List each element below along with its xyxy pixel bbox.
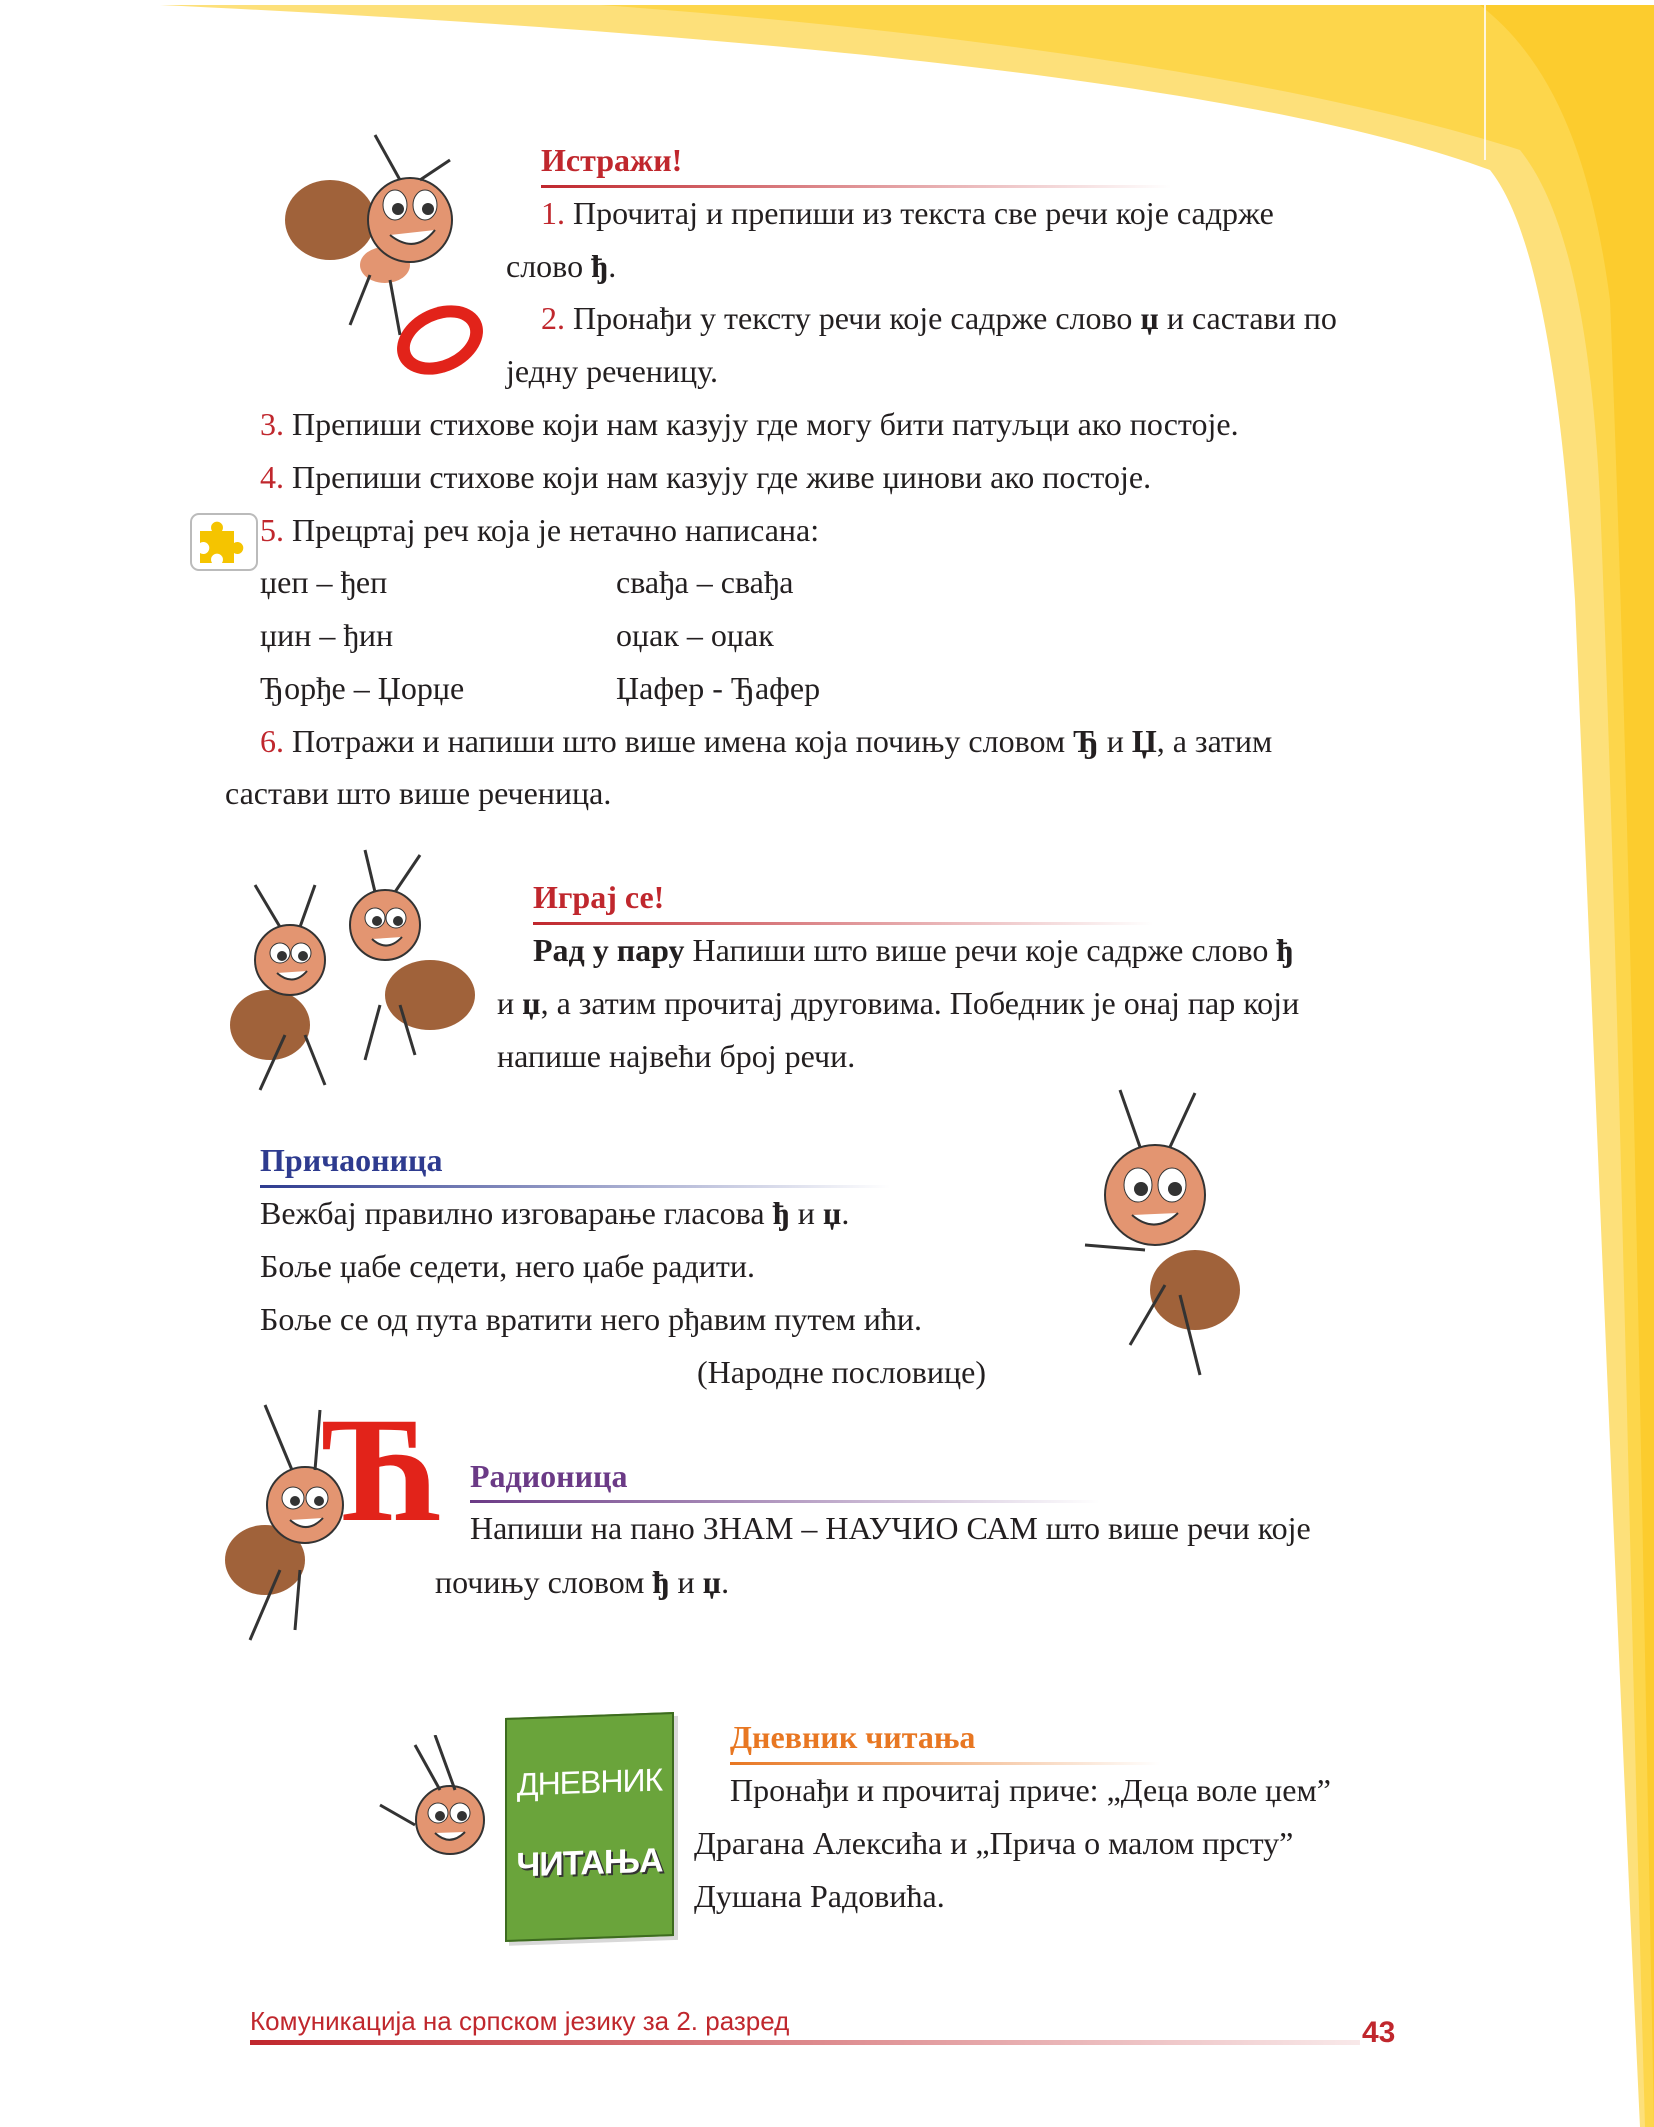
igraj-line-1 xyxy=(533,930,1294,970)
item-number: 3. xyxy=(260,406,284,442)
dnevnik-heading: Дневник читања xyxy=(730,1719,976,1755)
text: . xyxy=(841,1195,850,1231)
letter: џ xyxy=(522,985,541,1021)
item-text: Препиши стихове који нам казују где могу бити патуљци ако постоје. xyxy=(284,406,1239,442)
istrazi-item-1-line2 xyxy=(506,246,616,286)
book-title-bottom: ЧИТАЊА xyxy=(516,1841,663,1885)
word-pair-right: Џафер - Ђафер xyxy=(616,670,821,706)
word-pair-left: Ђорђе – Џорџе xyxy=(260,670,465,706)
puzzle-icon xyxy=(190,513,258,571)
text: , а затим прочитај друговима. Победник је онај пар који xyxy=(540,985,1300,1021)
igraj-line-2 xyxy=(497,983,1299,1023)
text: и xyxy=(789,1195,823,1231)
radionica-line-2 xyxy=(435,1562,729,1602)
letter: ђ xyxy=(591,248,609,284)
letter: ђ xyxy=(1276,932,1294,968)
page-number: 43 xyxy=(1362,2016,1396,2049)
letter: Џ xyxy=(1131,723,1157,759)
word-pair-left: џеп – ђеп xyxy=(260,564,388,600)
text: и xyxy=(669,1564,703,1600)
ant-with-magnifier-illustration xyxy=(270,125,510,385)
igraj-underline xyxy=(533,922,1153,925)
item-text: , а затим xyxy=(1156,723,1273,759)
dnevnik-line-3: Душана Радовића. xyxy=(694,1878,945,1914)
radionica-heading: Радионица xyxy=(470,1458,628,1494)
letter: ђ xyxy=(652,1564,670,1600)
item-number: 2. xyxy=(541,300,565,336)
letter: џ xyxy=(1140,300,1159,336)
item-text: Пронађи у тексту речи које садрже слово xyxy=(565,300,1141,336)
item-number: 6. xyxy=(260,723,284,759)
pricaonica-heading: Причаоница xyxy=(260,1142,443,1178)
waving-ant-illustration xyxy=(1070,1085,1255,1385)
proverb-1: Боље џабе седети, него џабе радити. xyxy=(260,1248,755,1284)
item-text: Прочитај и препиши из текста све речи које садрже xyxy=(565,195,1274,231)
footer-title: Комуникација на српском језику за 2. разред xyxy=(250,2006,790,2036)
igraj-line-3: напише највећи број речи. xyxy=(497,1038,856,1074)
dnevnik-line-1: Пронађи и прочитај приче: „Деца воле џем” xyxy=(730,1772,1331,1808)
istrazi-underline xyxy=(541,185,1171,188)
proverb-2: Боље се од пута вратити него рђавим путем ићи. xyxy=(260,1301,923,1337)
footer-line xyxy=(250,2040,1360,2045)
item-number: 5. xyxy=(260,512,284,548)
bold-lead: Рад у пару xyxy=(533,932,685,968)
letter: ђ xyxy=(772,1195,790,1231)
item-text: и састави по xyxy=(1158,300,1337,336)
istrazi-item-6-line2: састави што више реченица. xyxy=(225,775,612,811)
istrazi-item-4 xyxy=(260,457,1151,497)
item-text: Препиши стихове који нам казују где живе џинови ако постоје. xyxy=(284,459,1152,495)
istrazi-item-2 xyxy=(541,298,1337,338)
istrazi-item-3 xyxy=(260,404,1239,444)
book-title-top: ДНЕВНИК xyxy=(516,1761,663,1803)
text: и xyxy=(497,985,523,1021)
reading-diary-book xyxy=(505,1712,674,1942)
big-letter: Ћ xyxy=(325,1387,445,1553)
istrazi-heading: Истражи! xyxy=(541,142,683,178)
item-text: Потражи и напиши што више имена која почињу словом xyxy=(284,723,1074,759)
word-pair-left: џин – ђин xyxy=(260,617,394,653)
istrazi-item-5 xyxy=(260,510,819,550)
ant-reading-illustration xyxy=(375,1735,495,1905)
item-number: 4. xyxy=(260,459,284,495)
proverb-source: (Народне пословице) xyxy=(697,1354,986,1390)
text: почињу словом xyxy=(435,1564,653,1600)
radionica-underline xyxy=(470,1500,1100,1503)
letter: џ xyxy=(702,1564,722,1600)
dnevnik-line-2: Драгана Алексића и „Прича о малом прсту” xyxy=(694,1825,1294,1861)
istrazi-item-1 xyxy=(541,193,1274,233)
text: Напиши што више речи које садрже слово xyxy=(684,932,1277,968)
item-text: Прецртај реч која је нетачно написана: xyxy=(284,512,820,548)
text: . xyxy=(721,1564,730,1600)
word-pair-right: свађа – свађа xyxy=(616,564,794,600)
text: Вежбај правилно изговарање гласова xyxy=(260,1195,773,1231)
pricaonica-underline xyxy=(260,1185,890,1188)
item-text: и xyxy=(1098,723,1132,759)
letter: Ђ xyxy=(1073,723,1099,759)
istrazi-item-6 xyxy=(260,721,1272,761)
item-text: . xyxy=(608,248,617,284)
item-text: слово xyxy=(506,248,592,284)
radionica-line-1: Напиши на пано ЗНАМ – НАУЧИО САМ што више речи које xyxy=(470,1510,1311,1546)
word-pair-right: оџак – оџак xyxy=(616,617,774,653)
item-number: 1. xyxy=(541,195,565,231)
istrazi-item-2-line2: једну реченицу. xyxy=(506,353,718,389)
letter: џ xyxy=(822,1195,842,1231)
two-ants-illustration xyxy=(215,845,485,1100)
dnevnik-underline xyxy=(730,1762,1160,1765)
igraj-heading: Играј се! xyxy=(533,879,665,915)
pricaonica-line-1 xyxy=(260,1193,849,1233)
